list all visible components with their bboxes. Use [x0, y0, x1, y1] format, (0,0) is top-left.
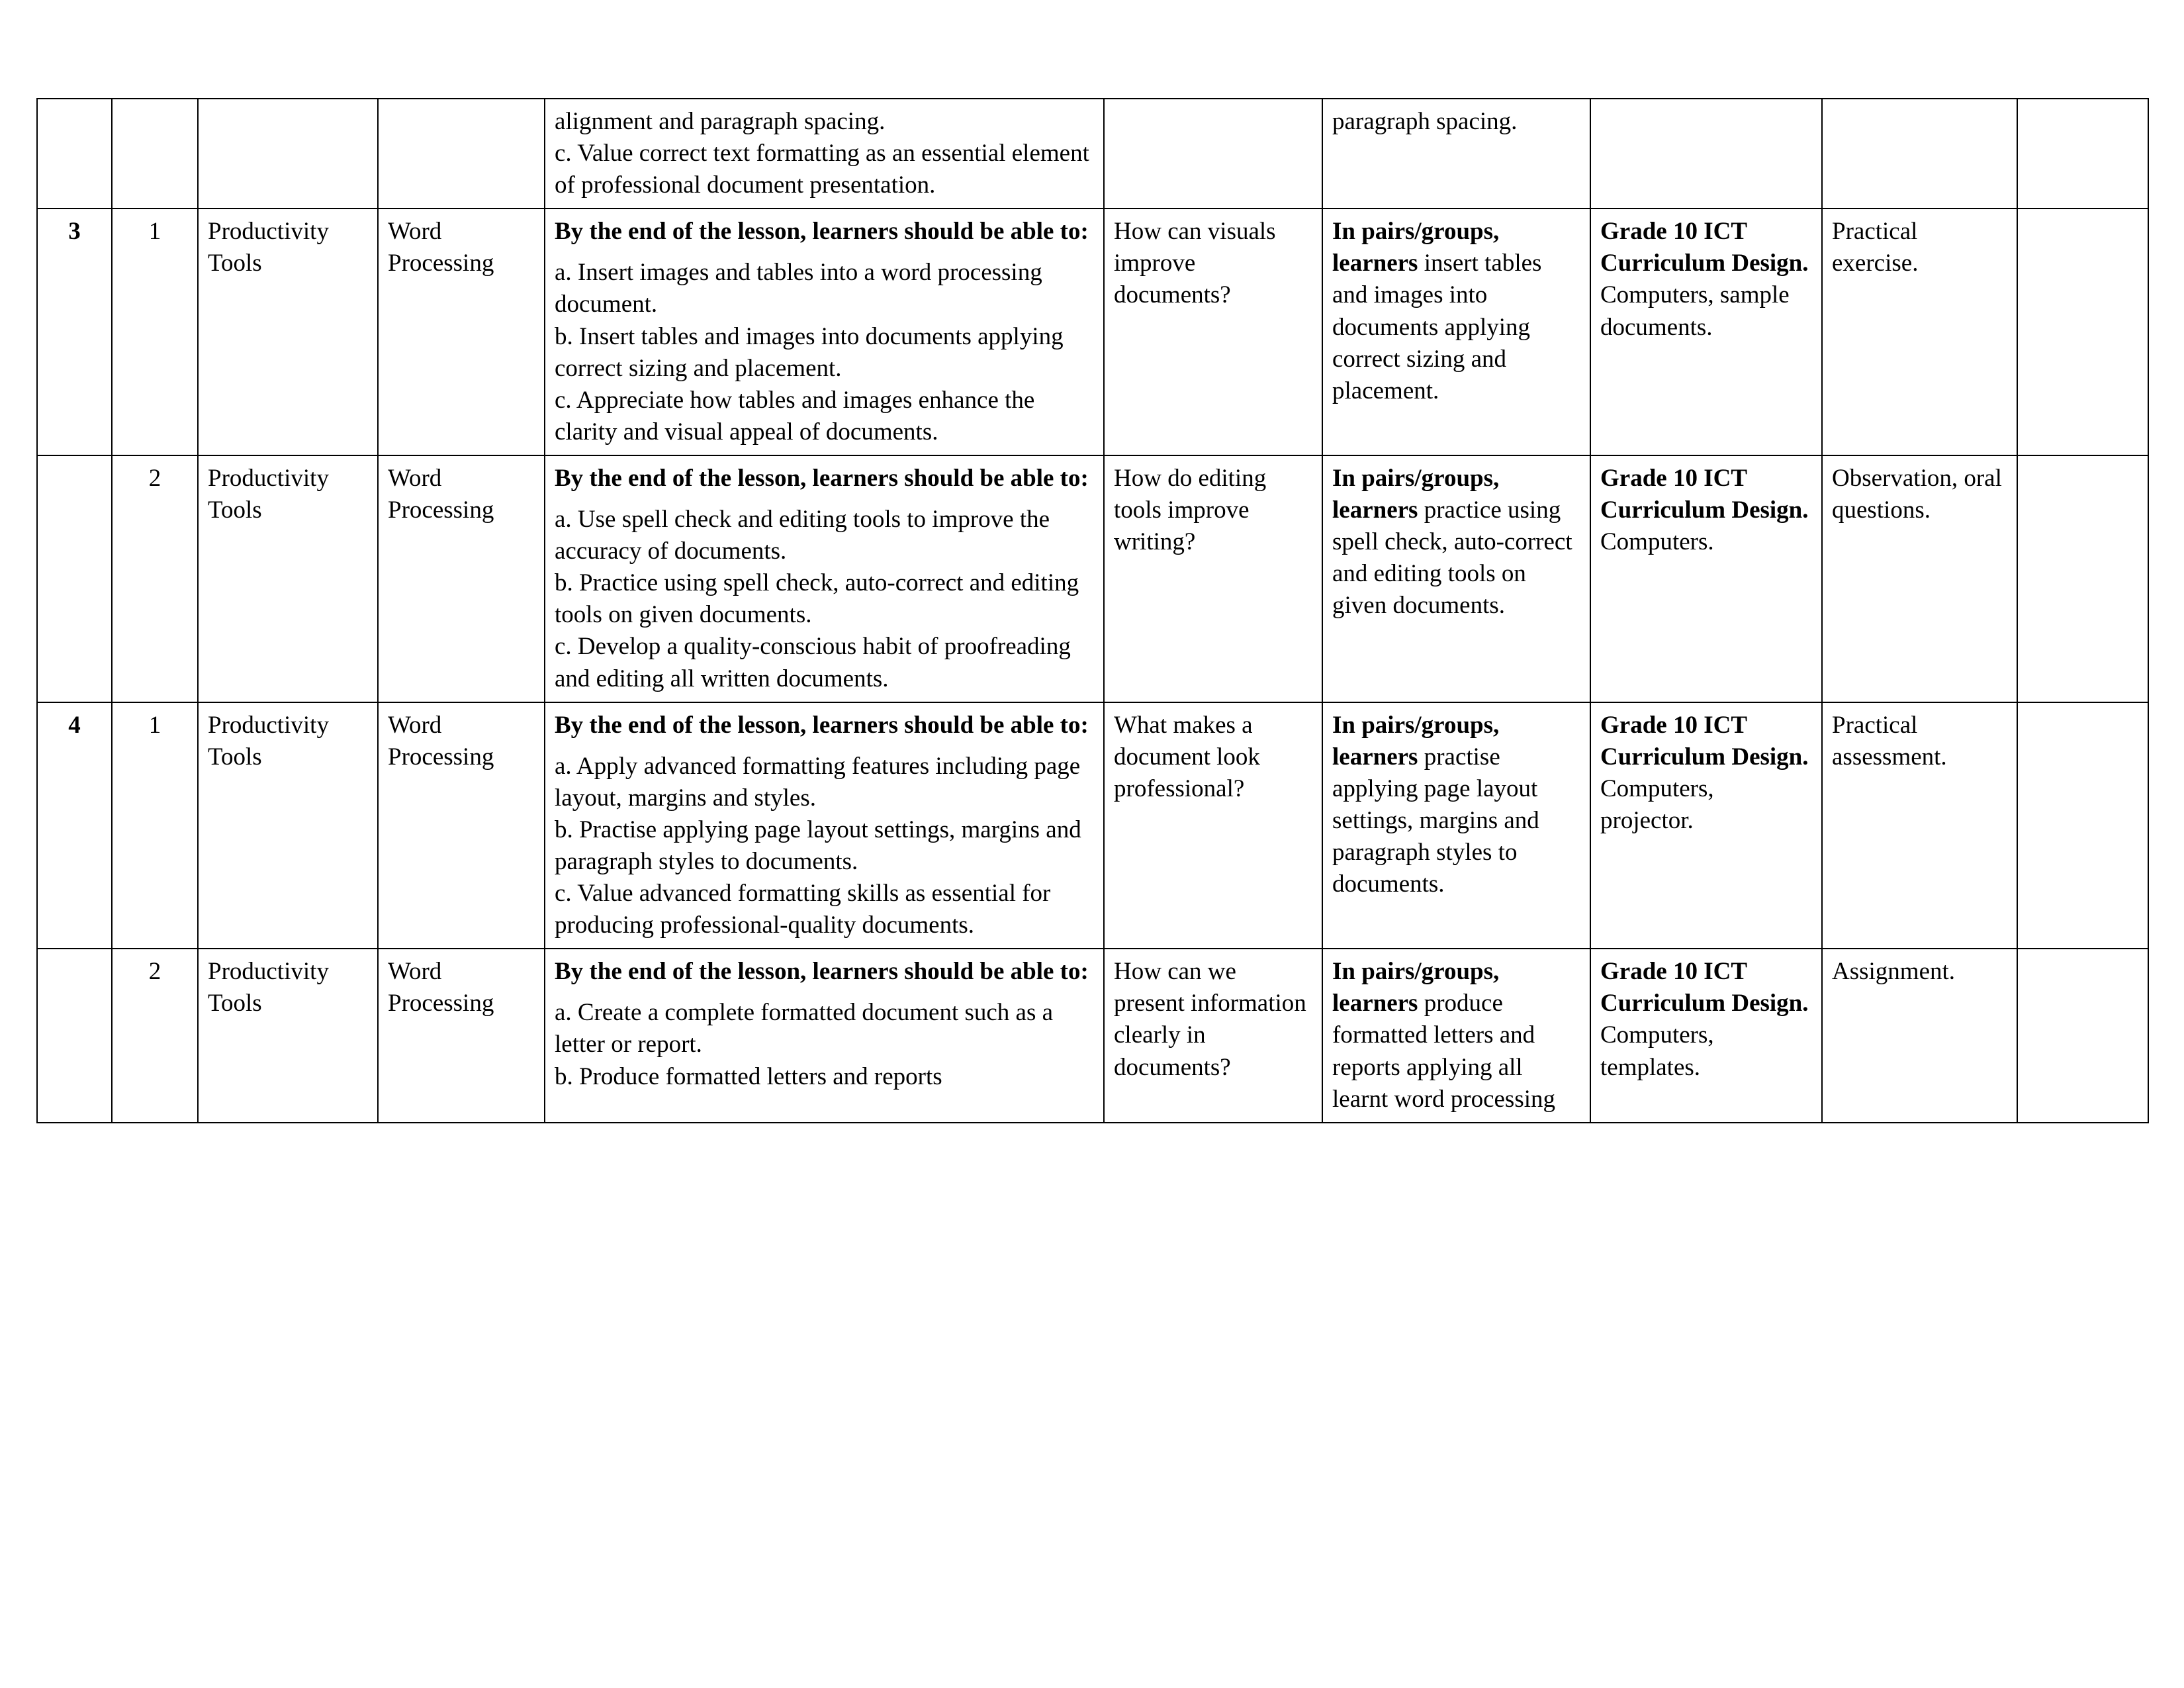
cell-resources	[1590, 949, 1822, 1122]
learning-experience-rest: produce formatted letters and reports applying all learnt word processing	[1332, 990, 1556, 1113]
cell-inquiry-question: How do editing tools improve writing?	[1104, 455, 1322, 702]
learning-experience-text	[1332, 106, 1580, 138]
resource-title: Grade 10 ICT Curriculum Design.	[1600, 218, 1809, 277]
cell-learning-experience	[1322, 99, 1590, 209]
scheme-of-work-table	[36, 98, 2149, 1123]
cell-lesson: 2	[112, 949, 198, 1122]
cell-substrand	[378, 99, 545, 209]
resource-title: Grade 10 ICT Curriculum Design.	[1600, 958, 1809, 1017]
outcome-item: c. Value correct text formatting as an essential element of professional document presentation.	[555, 140, 1089, 199]
cell-assessment: Practical exercise.	[1822, 209, 2017, 455]
cell-resources	[1590, 455, 1822, 702]
learning-experience-lead: In pairs/groups, learners	[1332, 711, 1500, 771]
cell-strand: Productivity Tools	[198, 702, 378, 949]
learning-experience-rest: insert tables and images into documents applying correct sizing and placement.	[1332, 250, 1542, 404]
table-row	[37, 209, 2148, 455]
outcome-item: c. Develop a quality-conscious habit of proofreading and editing all written documents.	[555, 633, 1071, 692]
learning-experience-text	[1332, 216, 1580, 407]
cell-strand: Productivity Tools	[198, 209, 378, 455]
cell-week: 3	[37, 209, 112, 455]
cell-assessment	[1822, 99, 2017, 209]
cell-lesson: 1	[112, 702, 198, 949]
cell-learning-outcomes	[545, 455, 1104, 702]
outcome-item: c. Value advanced formatting skills as essential for producing professional-quality documents.	[555, 880, 1051, 939]
table-row	[37, 99, 2148, 209]
cell-strand: Productivity Tools	[198, 455, 378, 702]
table-row	[37, 702, 2148, 949]
outcome-lead: By the end of the lesson, learners should be able to:	[555, 958, 1089, 986]
cell-learning-outcomes	[545, 949, 1104, 1122]
cell-resources	[1590, 702, 1822, 949]
cell-substrand: Word Processing	[378, 455, 545, 702]
learning-experience-text	[1332, 956, 1580, 1115]
cell-lesson: 1	[112, 209, 198, 455]
outcome-item: a. Apply advanced formatting features including page layout, margins and styles.	[555, 752, 1081, 812]
cell-learning-outcomes	[545, 209, 1104, 455]
outcome-lead: By the end of the lesson, learners should be able to:	[555, 711, 1089, 739]
resource-body: Computers, sample documents.	[1600, 281, 1790, 341]
table-body	[37, 99, 2148, 1123]
outcome-item: b. Produce formatted letters and reports	[555, 1062, 942, 1090]
resource-title: Grade 10 ICT Curriculum Design.	[1600, 711, 1809, 771]
learning-experience-rest: practice using spell check, auto-correct and editing tools on given documents.	[1332, 496, 1572, 620]
cell-strand	[198, 99, 378, 209]
cell-learning-experience	[1322, 702, 1590, 949]
outcome-item: c. Appreciate how tables and images enhance the clarity and visual appeal of documents.	[555, 386, 1035, 445]
cell-substrand: Word Processing	[378, 209, 545, 455]
learning-experience-lead: In pairs/groups, learners	[1332, 464, 1500, 524]
learning-experience-lead: In pairs/groups, learners	[1332, 218, 1500, 277]
cell-inquiry-question	[1104, 99, 1322, 209]
cell-substrand: Word Processing	[378, 702, 545, 949]
outcome-item: b. Practice using spell check, auto-correct and editing tools on given documents.	[555, 569, 1079, 629]
outcome-item: b. Insert tables and images into documents applying correct sizing and placement.	[555, 322, 1064, 382]
cell-learning-experience	[1322, 209, 1590, 455]
cell-week	[37, 949, 112, 1122]
scheme-of-work-sheet	[36, 98, 2148, 1123]
learning-experience-text	[1332, 710, 1580, 901]
cell-inquiry-question: How can we present information clearly in documents?	[1104, 949, 1322, 1122]
outcome-item: alignment and paragraph spacing.	[555, 108, 886, 135]
cell-resources	[1590, 99, 1822, 209]
outcome-lead: By the end of the lesson, learners should be able to:	[555, 218, 1089, 246]
cell-learning-experience	[1322, 455, 1590, 702]
learning-experience-text	[1332, 463, 1580, 622]
outcome-item: b. Practise applying page layout settings, margins and paragraph styles to documents.	[555, 816, 1081, 875]
resource-body: Computers, projector.	[1600, 774, 1714, 834]
cell-inquiry-question: What makes a document look professional?	[1104, 702, 1322, 949]
resource-title: Grade 10 ICT Curriculum Design.	[1600, 464, 1809, 524]
cell-week	[37, 455, 112, 702]
cell-learning-outcomes	[545, 99, 1104, 209]
cell-reflection	[2017, 99, 2148, 209]
cell-strand: Productivity Tools	[198, 949, 378, 1122]
cell-reflection	[2017, 949, 2148, 1122]
cell-reflection	[2017, 455, 2148, 702]
outcome-item: a. Create a complete formatted document such as a letter or report.	[555, 999, 1054, 1058]
cell-assessment: Practical assessment.	[1822, 702, 2017, 949]
cell-reflection	[2017, 209, 2148, 455]
cell-week	[37, 99, 112, 209]
cell-substrand: Word Processing	[378, 949, 545, 1122]
table-row	[37, 455, 2148, 702]
cell-reflection	[2017, 702, 2148, 949]
cell-lesson: 2	[112, 455, 198, 702]
learning-experience-rest: practise applying page layout settings, margins and paragraph styles to documents.	[1332, 743, 1539, 898]
outcome-item: a. Use spell check and editing tools to improve the accuracy of documents.	[555, 506, 1050, 565]
cell-lesson	[112, 99, 198, 209]
outcome-item: a. Insert images and tables into a word processing document.	[555, 259, 1042, 318]
cell-assessment: Assignment.	[1822, 949, 2017, 1122]
resource-body: Computers.	[1600, 528, 1714, 556]
learning-experience-rest: paragraph spacing.	[1332, 108, 1518, 135]
cell-learning-experience	[1322, 949, 1590, 1122]
cell-learning-outcomes	[545, 702, 1104, 949]
resource-body: Computers, templates.	[1600, 1021, 1714, 1081]
cell-resources	[1590, 209, 1822, 455]
cell-week: 4	[37, 702, 112, 949]
learning-experience-lead: In pairs/groups, learners	[1332, 958, 1500, 1017]
table-row	[37, 949, 2148, 1122]
outcome-lead: By the end of the lesson, learners should be able to:	[555, 464, 1089, 492]
cell-inquiry-question: How can visuals improve documents?	[1104, 209, 1322, 455]
cell-assessment: Observation, oral questions.	[1822, 455, 2017, 702]
